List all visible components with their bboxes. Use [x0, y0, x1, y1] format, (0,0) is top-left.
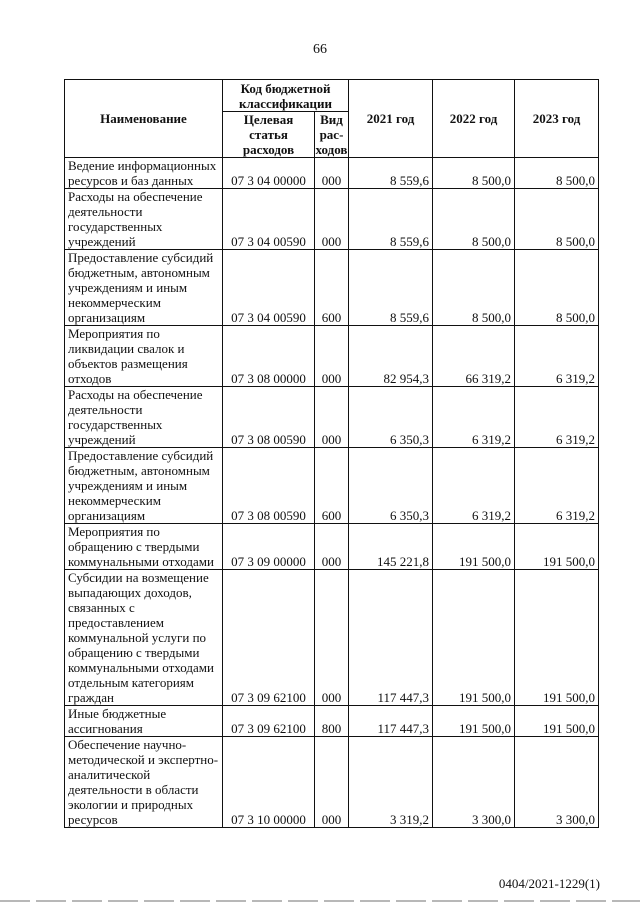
row-value-2021: 8 559,6 — [349, 250, 433, 326]
row-target-article: 07 3 04 00590 — [223, 189, 315, 250]
row-value-2023: 8 500,0 — [515, 189, 599, 250]
header-row — [65, 80, 599, 112]
row-name: Расходы на обеспечение деятельности государственных учреждений — [65, 387, 223, 448]
row-value-2021: 8 559,6 — [349, 189, 433, 250]
row-target-article: 07 3 09 62100 — [223, 706, 315, 737]
table-row — [65, 158, 599, 189]
header-code-group: Код бюджетной классификации — [223, 80, 349, 112]
row-expense-type: 000 — [315, 387, 349, 448]
row-value-2021: 117 447,3 — [349, 570, 433, 706]
header-name: Наименование — [65, 80, 223, 158]
row-expense-type: 600 — [315, 448, 349, 524]
row-expense-type: 000 — [315, 158, 349, 189]
table-row — [65, 189, 599, 250]
row-value-2022: 3 300,0 — [433, 737, 515, 828]
row-target-article: 07 3 08 00590 — [223, 448, 315, 524]
scan-edge-decoration — [0, 900, 640, 902]
row-value-2021: 3 319,2 — [349, 737, 433, 828]
row-value-2022: 8 500,0 — [433, 189, 515, 250]
table-row — [65, 448, 599, 524]
row-value-2022: 6 319,2 — [433, 387, 515, 448]
row-name: Предоставление субсидий бюджетным, автономным учреждениям и иным некоммерческим организациям — [65, 448, 223, 524]
row-expense-type: 600 — [315, 250, 349, 326]
row-expense-type: 000 — [315, 326, 349, 387]
row-target-article: 07 3 04 00000 — [223, 158, 315, 189]
row-value-2023: 6 319,2 — [515, 326, 599, 387]
row-expense-type: 000 — [315, 737, 349, 828]
row-name: Обеспечение научно-методической и экспертно-аналитической деятельности в области экологии и природных ресурсов — [65, 737, 223, 828]
row-value-2022: 66 319,2 — [433, 326, 515, 387]
row-value-2021: 82 954,3 — [349, 326, 433, 387]
row-value-2023: 191 500,0 — [515, 706, 599, 737]
header-year-2021: 2021 год — [349, 80, 433, 158]
row-value-2021: 145 221,8 — [349, 524, 433, 570]
row-value-2021: 117 447,3 — [349, 706, 433, 737]
table-row — [65, 250, 599, 326]
budget-table — [64, 79, 599, 828]
row-name: Предоставление субсидий бюджетным, автономным учреждениям и иным некоммерческим организациям — [65, 250, 223, 326]
table-row — [65, 737, 599, 828]
row-value-2023: 191 500,0 — [515, 524, 599, 570]
row-value-2021: 6 350,3 — [349, 448, 433, 524]
row-value-2022: 8 500,0 — [433, 250, 515, 326]
row-value-2022: 191 500,0 — [433, 706, 515, 737]
row-value-2021: 8 559,6 — [349, 158, 433, 189]
row-expense-type: 000 — [315, 570, 349, 706]
table-row — [65, 524, 599, 570]
row-value-2023: 8 500,0 — [515, 250, 599, 326]
row-value-2022: 191 500,0 — [433, 524, 515, 570]
row-value-2023: 8 500,0 — [515, 158, 599, 189]
page-number: 66 — [313, 42, 327, 57]
row-value-2022: 191 500,0 — [433, 570, 515, 706]
document-code: 0404/2021-1229(1) — [498, 876, 600, 891]
row-expense-type: 800 — [315, 706, 349, 737]
row-expense-type: 000 — [315, 189, 349, 250]
row-value-2023: 6 319,2 — [515, 448, 599, 524]
row-target-article: 07 3 08 00590 — [223, 387, 315, 448]
row-target-article: 07 3 08 00000 — [223, 326, 315, 387]
table-row — [65, 326, 599, 387]
row-value-2023: 6 319,2 — [515, 387, 599, 448]
row-target-article: 07 3 09 00000 — [223, 524, 315, 570]
row-name: Мероприятия по обращению с твердыми коммунальными отходами — [65, 524, 223, 570]
row-value-2021: 6 350,3 — [349, 387, 433, 448]
row-value-2023: 191 500,0 — [515, 570, 599, 706]
header-year-2022: 2022 год — [433, 80, 515, 158]
header-target-article: Целевая статья расходов — [223, 112, 315, 158]
header-expense-type: Вид рас-ходов — [315, 112, 348, 157]
table-row — [65, 706, 599, 737]
row-target-article: 07 3 09 62100 — [223, 570, 315, 706]
row-value-2022: 8 500,0 — [433, 158, 515, 189]
row-name: Субсидии на возмещение выпадающих доходов, связанных с предоставлением коммунальной услуги по обращению с твердыми коммунальными отходами отдельным категориям граждан — [65, 570, 223, 706]
row-target-article: 07 3 04 00590 — [223, 250, 315, 326]
table-body — [65, 158, 599, 828]
row-target-article: 07 3 10 00000 — [223, 737, 315, 828]
row-value-2022: 6 319,2 — [433, 448, 515, 524]
row-name: Мероприятия по ликвидации свалок и объектов размещения отходов — [65, 326, 223, 387]
row-name: Иные бюджетные ассигнования — [65, 706, 223, 737]
row-value-2023: 3 300,0 — [515, 737, 599, 828]
row-name: Расходы на обеспечение деятельности государственных учреждений — [65, 189, 223, 250]
row-expense-type: 000 — [315, 524, 349, 570]
row-name: Ведение информационных ресурсов и баз данных — [65, 158, 223, 189]
table-row — [65, 570, 599, 706]
header-year-2023: 2023 год — [515, 80, 599, 158]
table-row — [65, 387, 599, 448]
